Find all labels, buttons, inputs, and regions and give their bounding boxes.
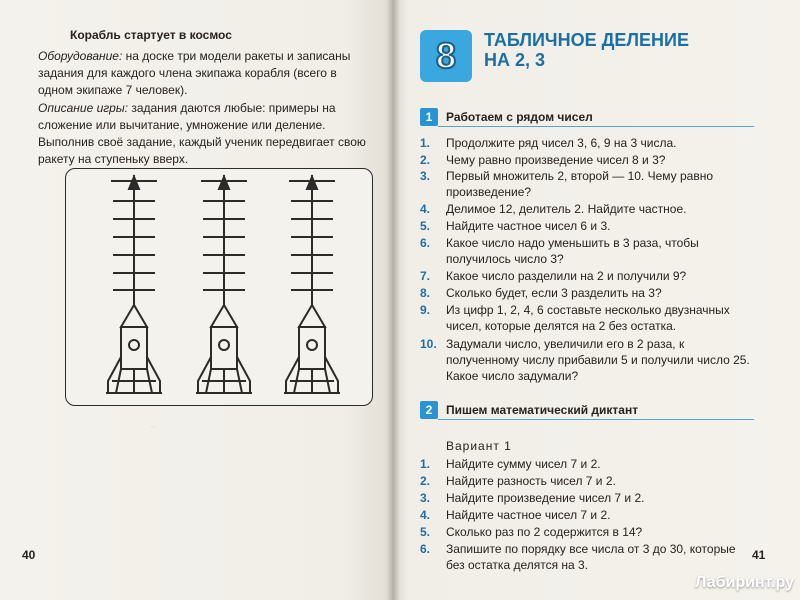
item-number: 1. <box>420 457 431 471</box>
item-text: Сколько будет, если 3 разделить на 3? <box>446 286 662 300</box>
item-text: Найдите произведение чисел 7 и 2. <box>446 491 645 505</box>
equipment-paragraph <box>38 48 368 99</box>
item-text: Сколько раз по 2 содержится в 14? <box>446 525 643 539</box>
item-number: 4. <box>420 202 431 216</box>
item-text: Найдите разность чисел 7 и 2. <box>446 474 616 488</box>
item-number: 5. <box>420 219 431 233</box>
variant-label: Вариант 1 <box>446 439 512 453</box>
item-text: Найдите частное чисел 7 и 2. <box>446 508 611 522</box>
section-2-badge: 2 <box>420 401 438 419</box>
item-number: 3. <box>420 491 431 505</box>
section-1-title: Работаем с рядом чисел <box>446 110 593 124</box>
item-number: 7. <box>420 269 431 283</box>
item-text: Продолжите ряд чисел 3, 6, 9 на 3 числа. <box>446 136 677 150</box>
page-number-left: 40 <box>22 548 36 562</box>
item-text: Какое число надо уменьшить в 3 раза, чтобы получилось число 3? <box>446 236 699 266</box>
item-text: Найдите частное чисел 6 и 3. <box>446 219 611 233</box>
item-number: 10. <box>420 337 437 351</box>
game-title: Корабль стартует в космос <box>70 28 232 42</box>
item-number: 3. <box>420 169 431 183</box>
item-number: 1. <box>420 136 431 150</box>
item-number: 6. <box>420 542 431 556</box>
description-paragraph <box>38 100 368 168</box>
description-text: задания даются любые: примеры на сложение или вычитание, умножение или деление. Выполнив своё задание, каждый ученик передвигает свою ракету на ступеньку вверх. <box>38 101 366 166</box>
item-number: 2. <box>420 474 431 488</box>
item-number: 5. <box>420 525 431 539</box>
item-text: Первый множитель 2, второй — 10. Чему равно произведение? <box>446 169 714 199</box>
item-number: 8. <box>420 286 431 300</box>
item-number: 2. <box>420 153 431 167</box>
equipment-label: Оборудование: <box>38 49 123 63</box>
description-label: Описание игры: <box>38 101 128 115</box>
page-number-right: 41 <box>752 548 766 562</box>
rockets-drawing <box>66 169 372 405</box>
section-2-title: Пишем математический диктант <box>446 403 639 417</box>
item-text: Чему равно произведение чисел 8 и 3? <box>446 153 666 167</box>
section-2-rule <box>438 419 754 420</box>
item-text: Какое число разделили на 2 и получили 9? <box>446 269 687 283</box>
rocket-illustration <box>65 168 373 406</box>
item-text: Запишите по порядку все числа от 3 до 30, которые без остатка делятся на 3. <box>446 542 736 572</box>
item-text: Из цифр 1, 2, 4, 6 составьте несколько двузначных чисел, которые делятся на 2 без остатка. <box>446 303 730 333</box>
item-number: 9. <box>420 303 431 317</box>
chapter-number: 8 <box>435 35 457 76</box>
item-number: 6. <box>420 236 431 250</box>
item-text: Делимое 12, делитель 2. Найдите частное. <box>446 202 687 216</box>
left-page: Корабль стартует в космос Оборудование: на доске три модели ракеты и записаны задания для каждого члена экипажа корабля (всего в одном экипаже 7 человек). Описание игры: задания даются любые: примеры на сложение или вычитание, умножение или деление. Выполнив своё задание, каждый ученик передвигает свою ракету на ступеньку вверх. ~ 40 <box>0 0 392 600</box>
section-1-badge: 1 <box>420 108 438 126</box>
book-gutter <box>386 0 400 600</box>
equipment-text: на доске три модели ракеты и записаны задания для каждого члена экипажа корабля (всего в одном экипаже 7 человек). <box>38 49 351 97</box>
chapter-number-badge <box>420 30 472 82</box>
section-1-rule <box>438 126 754 127</box>
item-number: 4. <box>420 508 431 522</box>
watermark-logo: Лабиринт.ру <box>695 574 794 591</box>
item-text: Найдите сумму чисел 7 и 2. <box>446 457 601 471</box>
item-text: Задумали число, увеличили его в 2 раза, к полученному числу прибавили 5 и получили число 25. Какое число задумали? <box>446 337 750 383</box>
chapter-title: ТАБЛИЧНОЕ ДЕЛЕНИЕ НА 2, 3 <box>484 30 689 70</box>
